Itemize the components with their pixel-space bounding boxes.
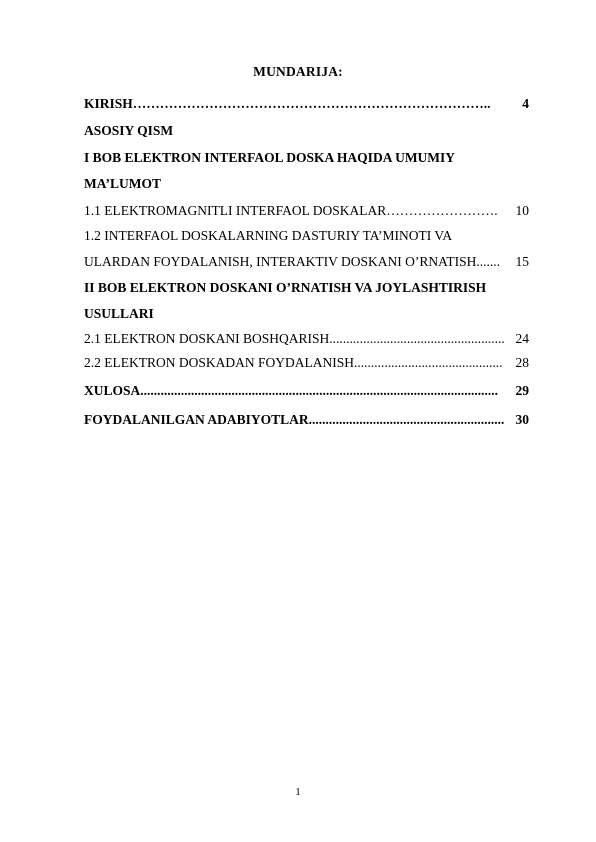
- toc-chapter-2-line-1[interactable]: II BOB ELEKTRON DOSKANI O’RNATISH VA JOYLASHTIRISH: [84, 280, 487, 295]
- toc-entry-label: KIRISH: [84, 96, 133, 111]
- toc-page-number: 29: [515, 383, 529, 398]
- toc-page-number: 24: [515, 331, 529, 346]
- toc-entry-label: 1.1 ELEKTROMAGNITLI INTERFAOL DOSKALAR: [84, 203, 387, 218]
- toc-dot-leader: ..........................................................................................................: [140, 383, 499, 398]
- toc-page-number: 28: [515, 355, 529, 370]
- toc-entry-label: 2.1 ELEKTRON DOSKANI BOSHQARISH: [84, 331, 330, 346]
- toc-entry-label: XULOSA: [84, 383, 141, 398]
- toc-dot-leader: ……………………………………………………………………..: [132, 96, 491, 111]
- toc-dot-leader: …………………….: [386, 203, 498, 218]
- toc-entry-label: FOYDALANILGAN ADABIYOTLAR: [84, 412, 309, 427]
- toc-entry-2-1[interactable]: [84, 331, 529, 347]
- page-number: 1: [295, 786, 301, 798]
- toc-chapter-2-line-2[interactable]: USULLARI: [84, 306, 154, 321]
- toc-entry-1-2-line-2[interactable]: [84, 254, 529, 270]
- toc-page-number: 10: [515, 203, 529, 218]
- toc-chapter-1-line-2[interactable]: MA’LUMOT: [84, 176, 161, 191]
- toc-dot-leader: ..........................................................: [308, 412, 505, 427]
- toc-page-number: 15: [515, 254, 529, 269]
- toc-chapter-1-line-1[interactable]: I BOB ELEKTRON INTERFAOL DOSKA HAQIDA UMUMIY: [84, 150, 456, 165]
- toc-page-number: 4: [522, 96, 529, 111]
- toc-page-number: 30: [515, 412, 529, 427]
- toc-section-heading-asosiy: ASOSIY QISM: [84, 123, 174, 138]
- page-title: MUNDARIJA:: [253, 64, 343, 79]
- toc-dot-leader: ............................................: [354, 355, 503, 370]
- toc-entry-1-1[interactable]: [84, 203, 529, 219]
- toc-dot-leader: .......: [476, 254, 500, 269]
- toc-entry-label: ULARDAN FOYDALANISH, INTERAKTIV DOSKANI O’RNATISH: [84, 254, 477, 269]
- toc-entry-xulosa[interactable]: [84, 383, 529, 399]
- toc-entry-1-2-line-1[interactable]: 1.2 INTERFAOL DOSKALARNING DASTURIY TA’MINOTI VA: [84, 228, 453, 243]
- toc-entry-kirish[interactable]: [84, 96, 529, 112]
- toc-entry-2-2[interactable]: [84, 355, 529, 371]
- toc-dot-leader: ....................................................: [329, 331, 505, 346]
- toc-entry-adabiyotlar[interactable]: [84, 412, 529, 428]
- toc-entry-label: 2.2 ELEKTRON DOSKADAN FOYDALANISH: [84, 355, 354, 370]
